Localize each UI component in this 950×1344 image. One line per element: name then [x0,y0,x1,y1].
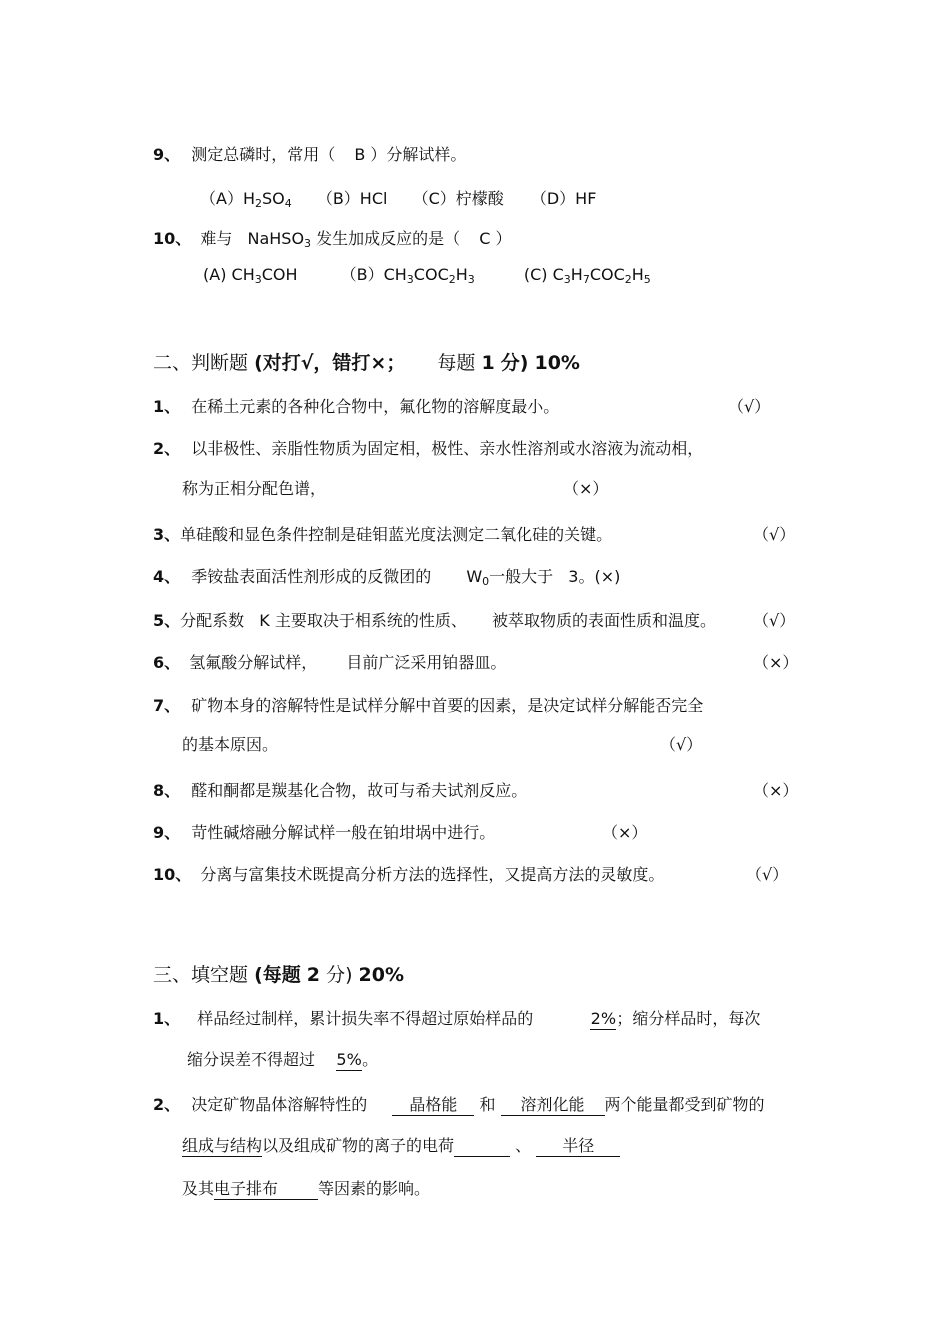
judge-item-2: 2、 以非极性、亲脂性物质为固定相，极性、亲水性溶剂或水溶液为流动相， [153,439,704,458]
judge-item-8: 8、 醛和酮都是羰基化合物，故可与希夫试剂反应。 [153,781,528,800]
judge-mark-8: （×） [753,781,799,800]
q9-option-a: $(A)H_2SO_4$ [200,189,292,210]
judge-mark-9: （×） [602,823,648,842]
q9-stem: 测定总磷时，常用（ [191,145,336,164]
q10-option-c: (C) $C_3H_7COC_2H_5$ [523,265,651,286]
judge-item-3: 3、单硅酸和显色条件控制是硅钼蓝光度法测定二氧化硅的关键。 [153,525,613,544]
judge-item-6: 6、 氢氟酸分解试样， 目前广泛采用铂器皿。 [153,653,507,672]
q9-option-c: （C）柠檬酸 [412,189,504,208]
fill-item-2-cont: 组成与结构以及组成矿物的离子的电荷 、 半径 [182,1135,620,1157]
q10-stem: 难与 [200,229,233,248]
q10-stem-end: ） [495,229,512,248]
fill-item-2-cont2: 及其电子排布 等因素的影响。 [182,1179,431,1198]
q10-option-b: $(B)CH_3COC_2H_3$ [340,265,475,286]
q10-option-a: (A) $CH_3COH$ [203,265,298,286]
judge-item-7: 7、 矿物本身的溶解特性是试样分解中首要的因素，是决定试样分解能否完全 [153,696,704,715]
judge-mark-3: （√） [753,525,796,544]
judge-mark-10: （√） [746,865,789,884]
fill-1-blank-2: 5% [336,1050,362,1069]
judge-mark-1: （√） [728,397,771,416]
fill-item-2: 2、 决定矿物晶体溶解特性的 晶格能 和 溶剂化能 两个能量都受到矿物的 [153,1095,765,1114]
judge-mark-2: （×） [563,479,609,498]
judge-item-5: 5、分配系数 K 主要取决于相系统的性质、 被萃取物质的表面性质和温度。 [153,611,716,630]
judge-item-4: 4、 季铵盐表面活性剂形成的反微团的 $W_0$一般大于 3。(×) [153,567,621,588]
q10-options [203,264,651,286]
fill-2-blank-1: 晶格能 [392,1095,474,1116]
fill-item-1: 1、 样品经过制样，累计损失率不得超过原始样品的 2%；缩分样品时，每次 [153,1009,761,1028]
q9-answer: B [354,145,366,164]
q10-reagent: NaHSO$_3$ [247,229,312,250]
judge-item-10: 10、 分离与富集技术既提高分析方法的选择性，又提高方法的灵敏度。 [153,865,665,884]
q9-number: 9、 [153,145,181,164]
q10-line [153,228,512,250]
q10-number: 10、 [153,229,192,248]
fill-item-1-cont: 缩分误差不得超过 5%。 [187,1050,379,1069]
judge-mark-6: （×） [753,653,799,672]
q10-stem-mid: 发生加成反应的是（ [316,229,461,248]
judge-item-9: 9、 苛性碱熔融分解试样一般在铂坩埚中进行。 [153,823,496,842]
q9-option-b: （B）HCl [316,189,388,208]
fill-2-blank-charge [454,1136,510,1157]
fill-2-blank-3: 组成与结构 [182,1136,263,1155]
fill-2-blank-4: 半径 [536,1136,620,1157]
judge-mark-5: （√） [753,611,796,630]
judge-mark-7: （√） [660,735,703,754]
q9-stem-end: ）分解试样。 [370,145,467,164]
fill-1-blank-1: 2% [590,1009,617,1028]
fill-2-blank-5: 电子排布 [214,1179,318,1200]
judge-item-1: 1、 在稀土元素的各种化合物中，氟化物的溶解度最小。 [153,397,560,416]
judge-item-2-cont: 称为正相分配色谱， [182,479,327,498]
fill-2-blank-2: 溶剂化能 [501,1095,605,1116]
q9-line [153,144,466,166]
q10-answer: C [479,229,491,248]
section3-title: 三、填空题 (每题 2 分) 20% [153,964,405,986]
section2-title: 二、判断题 (对打√，错打×； 每题 1 分) 10% [153,352,580,374]
judge-item-7-cont: 的基本原因。 [182,735,279,754]
q9-options [200,188,596,210]
q9-option-d: （D）HF [530,189,597,208]
